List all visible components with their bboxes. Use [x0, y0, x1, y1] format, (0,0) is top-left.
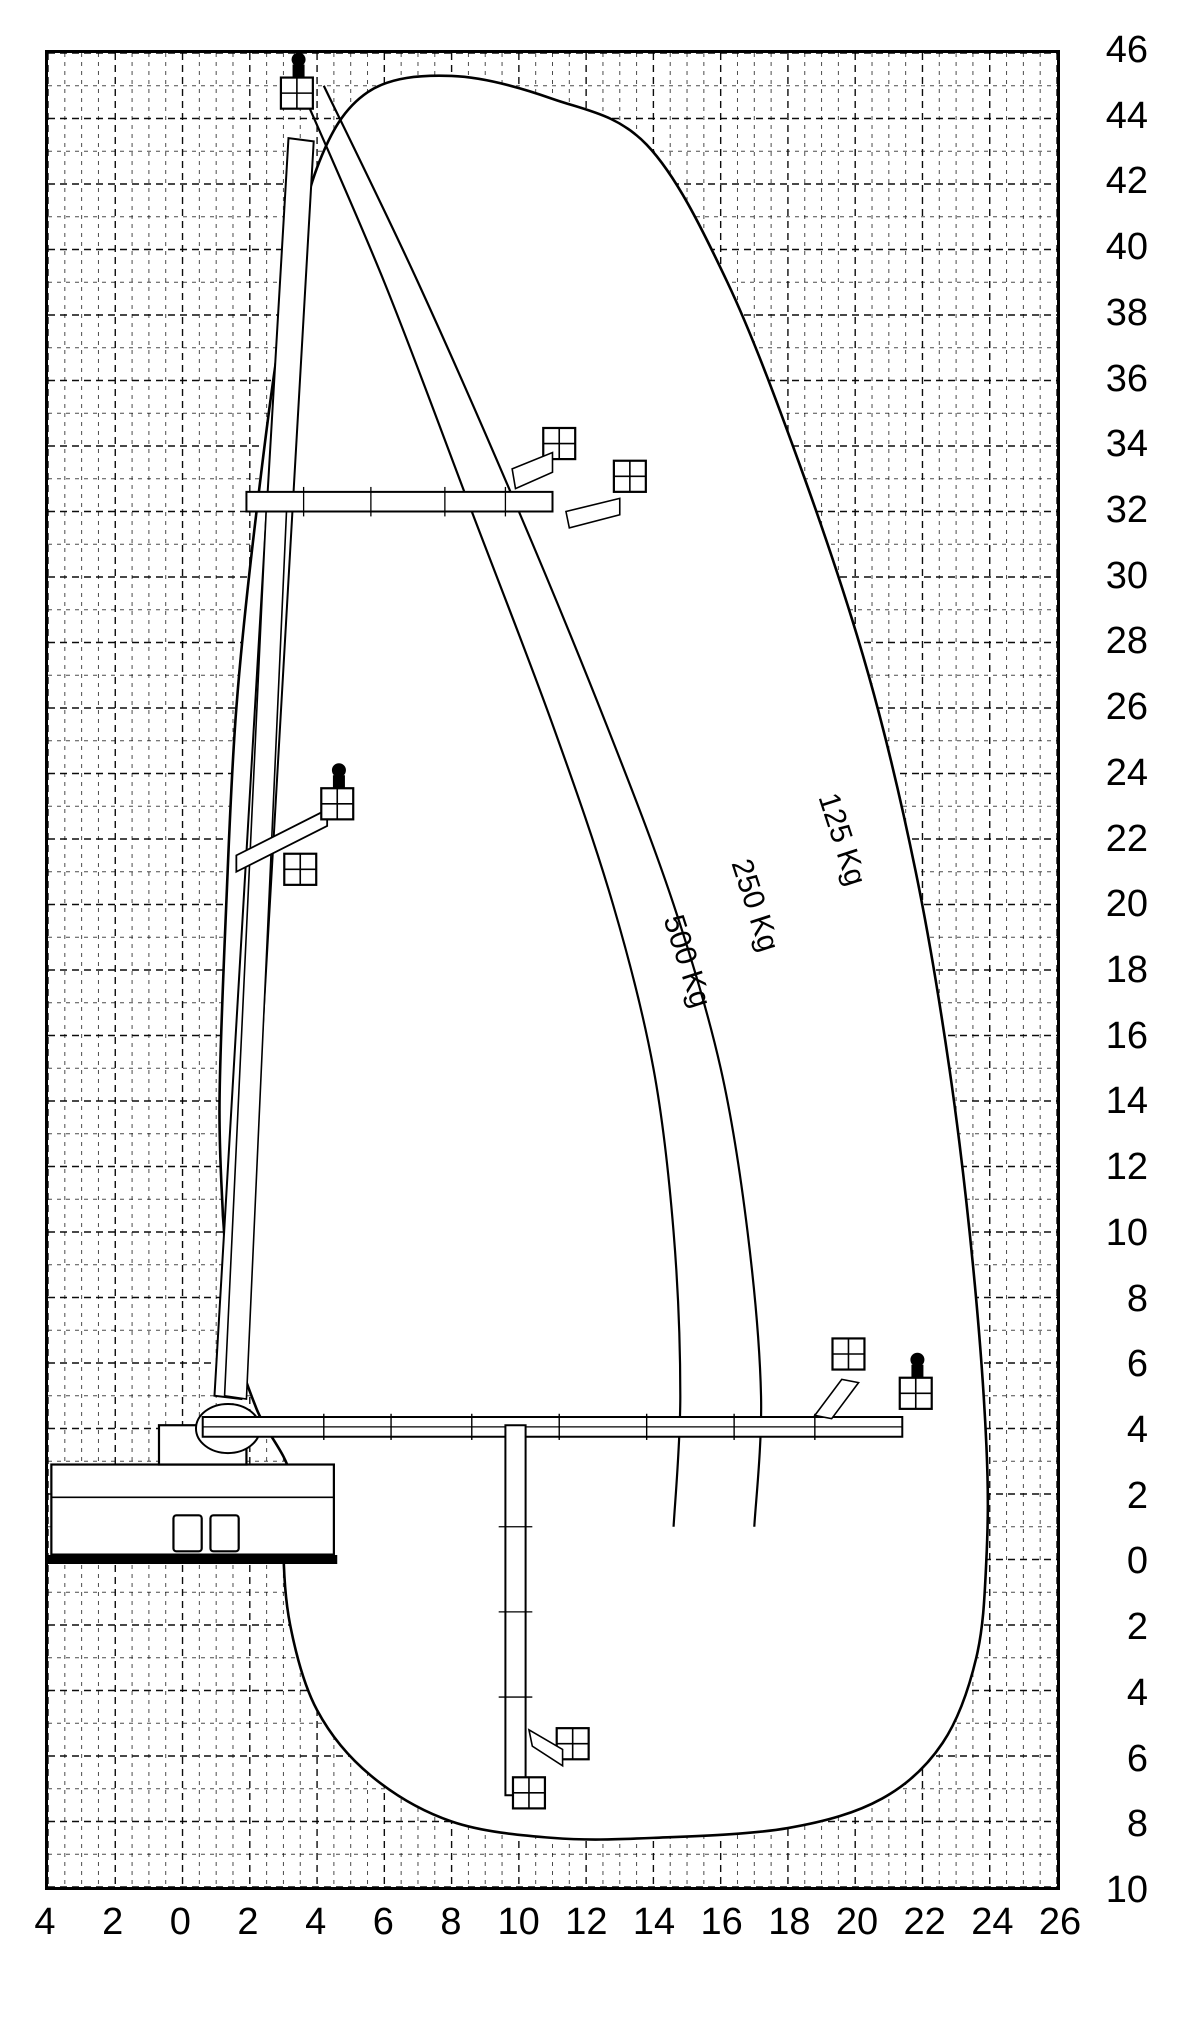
x-axis-tick-label: 18 — [768, 1901, 811, 1943]
x-axis-tick-label: 6 — [372, 1901, 394, 1943]
y-axis-tick-label: 18 — [1105, 949, 1148, 991]
x-axis-tick-label: 24 — [971, 1901, 1014, 1943]
x-axis-tick-label: 10 — [497, 1901, 540, 1943]
x-axis-tick-label: 2 — [102, 1901, 124, 1943]
y-axis-tick-label: 46 — [1105, 29, 1148, 71]
y-axis-tick-label: 32 — [1105, 489, 1148, 531]
x-axis-tick-label: 8 — [440, 1901, 462, 1943]
y-axis-tick-label: 16 — [1105, 1014, 1148, 1057]
y-axis-tick-label: 10 — [1105, 1869, 1148, 1911]
x-axis-tick-label: 22 — [903, 1901, 946, 1943]
x-axis-tick-label: 14 — [632, 1901, 676, 1943]
envelope-curves — [48, 53, 1057, 1887]
y-axis-tick-label: 42 — [1105, 160, 1148, 203]
y-axis-tick-label: 20 — [1105, 883, 1148, 926]
x-axis-tick-label: 26 — [1038, 1901, 1082, 1943]
x-axis-tick-label: 16 — [700, 1901, 743, 1943]
y-axis-tick-label: 8 — [1126, 1277, 1148, 1320]
load-curve-label: 500 Kg — [656, 910, 718, 1012]
y-axis-tick-label: 2 — [1126, 1606, 1148, 1649]
y-axis-tick-label: 4 — [1126, 1409, 1148, 1451]
y-axis-tick-label: 8 — [1126, 1803, 1148, 1846]
y-axis-tick-label: 6 — [1126, 1737, 1148, 1780]
y-axis-tick-label: 0 — [1126, 1540, 1148, 1583]
y-axis-tick-label: 22 — [1105, 817, 1148, 860]
y-axis-tick-label: 4 — [1126, 1671, 1148, 1714]
x-axis-tick-label: 2 — [237, 1901, 259, 1943]
x-axis-tick-label: 20 — [835, 1901, 879, 1943]
y-axis — [1068, 29, 1158, 1911]
y-axis-tick-label: 38 — [1105, 291, 1148, 334]
y-axis-tick-label: 34 — [1105, 423, 1148, 466]
y-axis-tick-label: 10 — [1105, 1211, 1148, 1254]
y-axis-tick-label: 40 — [1105, 226, 1148, 269]
y-axis-tick-label: 14 — [1105, 1080, 1148, 1123]
plot-area — [45, 50, 1060, 1890]
x-axis-tick-label: 0 — [169, 1901, 191, 1943]
y-axis-tick-label: 2 — [1126, 1474, 1148, 1517]
x-axis-tick-label: 4 — [34, 1901, 56, 1943]
x-axis-tick-label: 12 — [565, 1901, 608, 1943]
y-axis-tick-label: 12 — [1105, 1146, 1148, 1189]
y-axis-tick-label: 36 — [1105, 357, 1148, 400]
y-axis-tick-label: 28 — [1105, 620, 1148, 663]
y-axis-tick-label: 26 — [1105, 686, 1148, 729]
y-axis-tick-label: 24 — [1105, 751, 1148, 794]
x-axis-tick-label: 4 — [305, 1901, 327, 1943]
y-axis-tick-label: 6 — [1126, 1343, 1148, 1386]
load-curve-label: 250 Kg — [724, 855, 785, 956]
load-curve-label: 125 Kg — [812, 789, 873, 890]
y-axis-tick-label: 30 — [1105, 554, 1148, 597]
x-axis — [34, 1900, 1082, 1970]
y-axis-tick-label: 44 — [1105, 94, 1148, 137]
